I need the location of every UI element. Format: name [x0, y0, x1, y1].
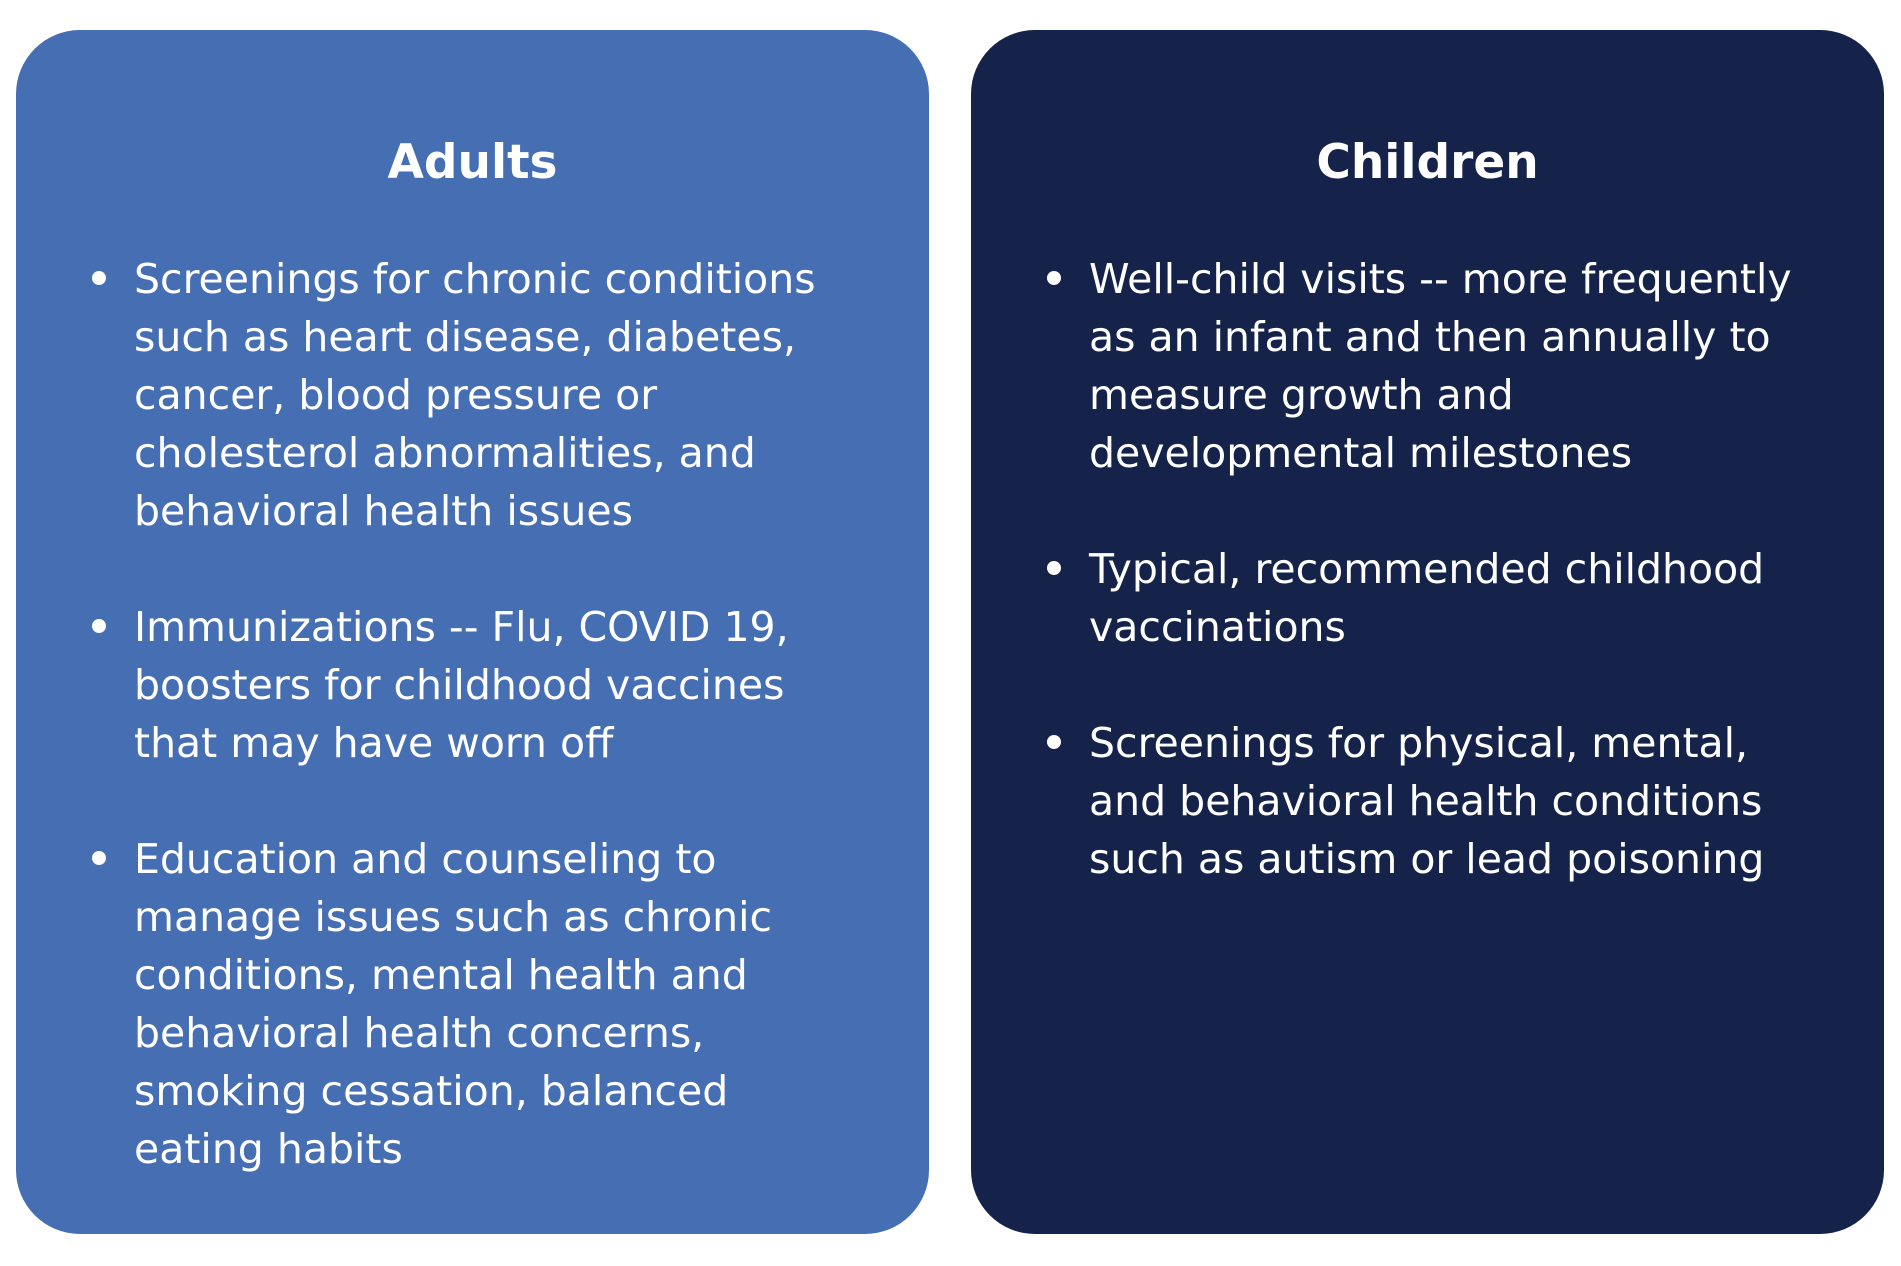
- children-title: Children: [1316, 135, 1539, 190]
- list-item-line: such as heart disease, diabetes,: [134, 313, 796, 361]
- bullet-icon: [92, 619, 106, 633]
- list-item: [971, 250, 1884, 482]
- bullet-icon: [1047, 271, 1061, 285]
- list-item: [16, 598, 929, 772]
- children-card: [971, 30, 1884, 1234]
- bullet-icon: [1047, 735, 1061, 749]
- bullet-icon: [1047, 561, 1061, 575]
- list-item-line: Immunizations -- Flu, COVID 19,: [134, 603, 789, 651]
- list-item-line: manage issues such as chronic: [134, 893, 773, 941]
- list-item-line: eating habits: [134, 1125, 403, 1173]
- list-item-line: cholesterol abnormalities, and: [134, 429, 756, 477]
- list-item-line: Well-child visits -- more frequently: [1089, 255, 1792, 303]
- list-item-line: and behavioral health conditions: [1089, 777, 1763, 825]
- list-item-line: vaccinations: [1089, 603, 1346, 651]
- list-item-line: Education and counseling to: [134, 835, 717, 883]
- bullet-icon: [92, 851, 106, 865]
- list-item: [971, 540, 1884, 656]
- children-list: [971, 250, 1884, 946]
- list-item: [16, 830, 929, 1178]
- list-item: [16, 250, 929, 540]
- list-item-line: measure growth and: [1089, 371, 1514, 419]
- adults-card: [16, 30, 929, 1234]
- bullet-icon: [92, 271, 106, 285]
- list-item-line: Screenings for chronic conditions: [134, 255, 816, 303]
- list-item-line: cancer, blood pressure or: [134, 371, 658, 419]
- list-item-line: as an infant and then annually to: [1089, 313, 1771, 361]
- list-item-line: conditions, mental health and: [134, 951, 748, 999]
- list-item: [971, 714, 1884, 888]
- list-item-line: behavioral health issues: [134, 487, 634, 535]
- list-item-line: smoking cessation, balanced: [134, 1067, 729, 1115]
- list-item-line: Typical, recommended childhood: [1089, 545, 1765, 593]
- list-item-line: Screenings for physical, mental,: [1089, 719, 1749, 767]
- list-item-line: developmental milestones: [1089, 429, 1633, 477]
- adults-title: Adults: [387, 135, 558, 190]
- list-item-line: that may have worn off: [134, 719, 614, 767]
- adults-list: [16, 250, 929, 1236]
- list-item-line: such as autism or lead poisoning: [1089, 835, 1765, 883]
- list-item-line: boosters for childhood vaccines: [134, 661, 785, 709]
- list-item-line: behavioral health concerns,: [134, 1009, 705, 1057]
